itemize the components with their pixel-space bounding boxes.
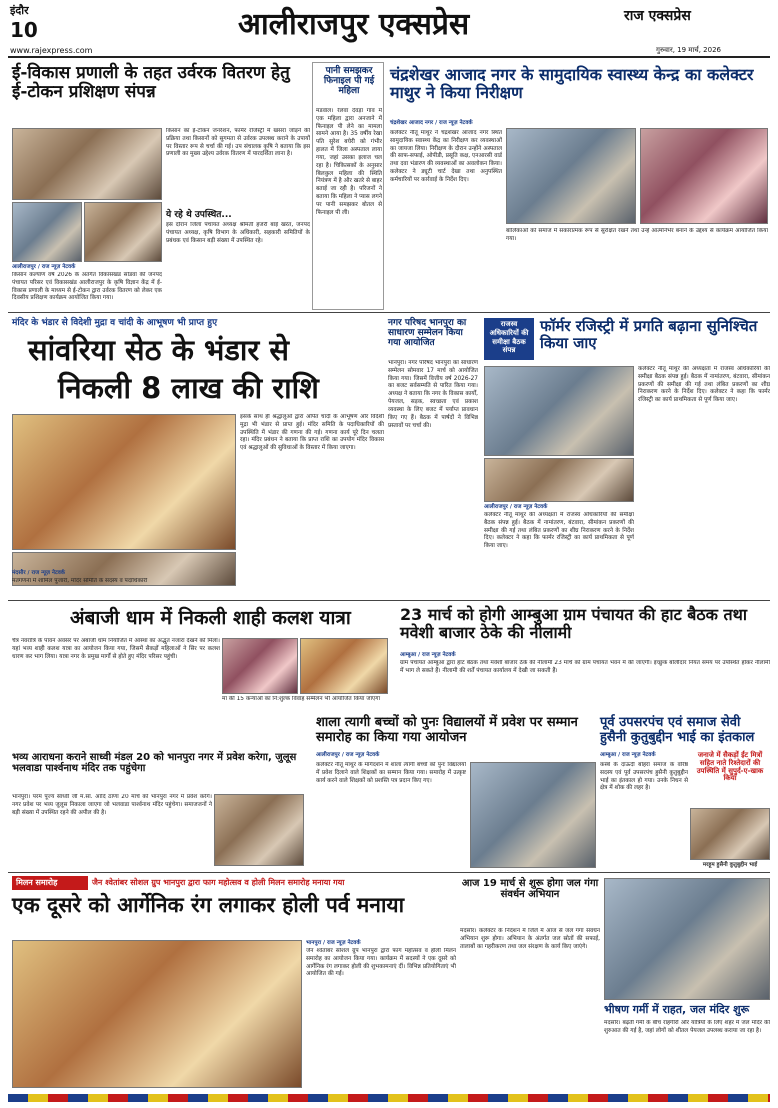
a10-headline: शाला त्यागी बच्चों को पुनः विद्यालयों में प्रवेश पर सम्मान समारोह का किया गया आयोजन — [316, 715, 578, 745]
brand-name: राज एक्सप्रेस — [624, 8, 691, 24]
a14-text: मंदसौर। बढ़ती गर्मी के बीच राहगीरों और यात्रियों के लिए शहर में जल मंदिर की शुरुआत की गई है, जहां लोगों को शीतल पेयजल उपलब्ध कराया जा रहा है। — [604, 1020, 770, 1034]
a9-text: भानपुरा। परम पूज्य साध्वी जी म.सा. आदि ठाणा 20 मार्च को भानपुरा नगर में प्रवेश करेंगे। नगर प्रवेश पर भव्य जुलूस निकाला जाएगा जो भलवाडा पार्श्वनाथ मंदिर पहुंचेगा। समाजजनों ने बड़ी संख्या में उपस्थित रहने की अपील की है। — [12, 794, 212, 816]
a1-headline: ई-विकास प्रणाली के तहत उर्वरक वितरण हेतु ई-टोकन प्रशिक्षण संपन्न — [12, 63, 290, 103]
a1-photo-2 — [12, 202, 82, 262]
page-number: 10 — [10, 18, 38, 42]
a4-headline-2: निकली 8 लाख की राशि — [58, 371, 319, 405]
a11-byline: आम्बुआ / राज न्यूज़ नेटवर्क — [600, 752, 656, 758]
a8-text: ग्राम पंचायत आम्बुआ द्वारा हाट बैठक तथा मवेशी बाजार ठेके की नीलामी 23 मार्च को ग्राम पंचायत भवन में की जाएगी। इच्छुक बोलीदार नियत समय पर उपस्थित होकर नीलामी में भाग ले सकते हैं। नीलामी की शर्तें पंचायत कार्यालय में देखी जा सकती हैं। — [400, 660, 770, 674]
a6-headline: फॉर्मर रजिस्ट्री में प्रगति बढ़ाना सुनिश्चित किया जाए — [540, 317, 758, 352]
a2-text: मंडवाल। रेलवा देवड़ा गांव में एक महिला द्वारा अनजाने में फिनाइल पी लेने का मामला सामने आया है। 35 वर्षीय रेखा पति सुरेश बघेरी को गंभीर हालत में जिला अस्पताल लाया गया, जहां उसका इलाज चल रहा है। चिकित्सकों के अनुसार बिलकुल महिला की स्थिति नियंत्रण में है और खतरे से बाहर बताई जा रही है। परिजनों ने बताया कि महिला ने प्यास लगने पर पानी समझकर बोतल से फिनाइल पी ली। — [316, 108, 382, 216]
a1-text-3: इस दौरान जिला पंचायत अध्यक्ष श्रीमती हजरी बाई खरत, जनपद पंचायत अध्यक्ष, कृषि विभाग के अधिकारी, सहकारी समितियों के प्रबंधक एवं किसान बड़ी संख्या में उपस्थित रहे। — [166, 222, 310, 244]
a11-text: कस्बे के दाऊदी बोहरा समाज के वरिष्ठ सदस्य एवं पूर्व उपसरपंच हुसैनी कुतुबुद्दीन भाई का इंतकाल हो गया। उनके निधन से क्षेत्र में शोक की लहर है। — [600, 762, 688, 792]
a3-photo-1 — [506, 128, 636, 224]
a3-byline: चंद्रशेखर आजाद नगर / राज न्यूज़ नेटवर्क — [390, 120, 473, 126]
a12-strap: जैन श्वेतांबर सोशल ग्रुप भानपुरा द्वारा फाग महोत्सव व होली मिलन समारोह मनाया गया — [92, 878, 345, 887]
a5-headline: नगर परिषद भानपुरा का साधारण सम्मेलन किया गया आयोजित — [388, 318, 467, 349]
a1-photo-3 — [84, 202, 162, 262]
a3-text: कलेक्टर नीतू माथुर ने चंद्रशेखर आजाद नगर स्थित सामुदायिक स्वास्थ्य केंद्र का निरीक्षण कर व्यवस्थाओं का जायजा लिया। निरीक्षण के दौरान उन्होंने अस्पताल की साफ-सफाई, ओपीडी, प्रसूति कक्ष, एनआरसी वार्ड तथा दवा भंडारण की व्यवस्थाओं का अवलोकन किया। कलेक्टर ने ड्यूटी चार्ट देखा तथा अनुपस्थित कर्मचारियों पर कार्रवाई के निर्देश दिए। — [390, 130, 502, 183]
a4-strap: मंदिर के भंडार से विदेशी मुद्रा व चांदी के आभूषण भी प्राप्त हुए — [12, 318, 218, 328]
a9-photo — [214, 794, 304, 866]
a3-headline: चंद्रशेखर आजाद नगर के सामुदायिक स्वास्थ्य केन्द्र का कलेक्टर माथुर ने किया निरीक्षण — [390, 65, 754, 102]
a4-headline-1: सांवरिया सेठ के भंडार से — [28, 333, 289, 367]
a12-tag: मिलन समारोह — [12, 876, 88, 890]
a8-byline: आम्बुआ / राज न्यूज़ नेटवर्क — [400, 652, 456, 658]
a4-text: इसके साथ ही श्रद्धालुओं द्वारा अर्पित चांदी के आभूषण और विदेशी मुद्रा भी भंडार से प्राप्त हुई। मंदिर समिति के पदाधिकारियों की उपस्थिति में भंडार की गणना की गई। गणना कार्य पूरे दिन चलता रहा। मंदिर प्रबंधन ने बताया कि प्राप्त राशि का उपयोग मंदिर विकास एवं श्रद्धालुओं की सुविधाओं के विस्तार में किया जाएगा। — [240, 414, 384, 452]
a7-photo-1 — [222, 638, 298, 694]
a11-headline: पूर्व उपसरपंच एवं समाज सेवी हुसैनी कुतुबुद्दीन भाई का इंतकाल — [600, 715, 755, 745]
a6-badge: राजस्व अधिकारियों की समीक्षा बैठक संपन्न — [484, 318, 534, 360]
masthead-title: आलीराजपुर एक्सप्रेस — [238, 7, 470, 42]
a11-caption: मरहूम हुसैनी कुतुबुद्दीन भाई — [702, 862, 758, 868]
a6-text: कलेक्टर नीतू माथुर की अध्यक्षता में राजस्व अधिकारियों की समीक्षा बैठक संपन्न हुई। बैठक में नामांतरण, बंटवारा, सीमांकन प्रकरणों की समीक्षा की गई तथा लंबित प्रकरणों का शीघ्र निराकरण करने के निर्देश दिए। कलेक्टर ने कहा कि फार्मर रजिस्ट्री का कार्य प्राथमिकता से पूर्ण किया जाए। — [484, 512, 634, 550]
a6-text-2: कलेक्टर नीतू माथुर की अध्यक्षता में राजस्व अधिकारियों की समीक्षा बैठक संपन्न हुई। बैठक में नामांतरण, बंटवारा, सीमांकन प्रकरणों की समीक्षा की गई तथा लंबित प्रकरणों का शीघ्र निराकरण करने के निर्देश दिए। कलेक्टर ने कहा कि फार्मर रजिस्ट्री का कार्य प्राथमिकता से पूर्ण किया जाए। — [638, 366, 770, 404]
a7-caption: मां की 15 कन्याओं का नि:शुल्क विवाह सम्मेलन भी आयोजित किया जाएगा — [222, 696, 381, 702]
a12-byline: भानपुरा / राज न्यूज़ नेटवर्क — [306, 940, 361, 946]
a10-byline: आलीराजपुर / राज न्यूज़ नेटवर्क — [316, 752, 380, 758]
a14-headline: भीषण गर्मी में राहत, जल मंदिर शुरू — [604, 1003, 750, 1016]
a12-photo — [12, 940, 302, 1088]
a4-photo-1 — [12, 414, 236, 550]
edition-city: इंदौर — [10, 4, 29, 17]
a14-photo — [604, 878, 770, 1000]
footer-color-strip — [8, 1094, 770, 1102]
a13-text: मंदसौर। कलेक्टर के निर्देशन में जिले में आज से जल गंगा संवर्धन अभियान शुरू होगा। अभियान के अंतर्गत जल स्रोतों की सफाई, तालाबों का गहरीकरण तथा जल संरक्षण के कार्य किए जाएंगे। — [460, 928, 600, 950]
a6-byline: आलीराजपुर / राज न्यूज़ नेटवर्क — [484, 504, 548, 510]
a1-text-1: किसान कल्याण वर्ष 2026 के अंतर्गत विकासखंड सोंडवा की जनपद पंचायत परिसर एवं विकासखंड आलीराजपुर के कृषि विज्ञान केंद्र में ई-विकास प्रणाली के माध्यम से ई-टोकन द्वारा उर्वरक वितरण को लेकर एक दिवसीय प्रशिक्षण कार्यक्रम आयोजित किया गया। — [12, 272, 162, 302]
a5-text: भानपुरा। नगर परिषद भानपुरा का साधारण सम्मेलन सोमवार 17 मार्च को आयोजित किया गया। जिसमें वित्तीय वर्ष 2026-27 का बजट सर्वसम्मति से पारित किया गया। अध्यक्ष ने बताया कि नगर के विकास कार्यों, पेयजल, सड़क, स्वच्छता एवं प्रकाश व्यवस्था के लिए बजट में पर्याप्त प्रावधान किए गए हैं। बैठक में पार्षदों ने विभिन्न प्रस्तावों पर चर्चा की। — [388, 360, 478, 429]
a1-photo — [12, 128, 162, 200]
a11-subhead: जनाजे में सैकड़ों ईंट मित्रों सहित नाते रिश्तेदारों की उपस्थिति में सुपुर्द-ए-खाक किया — [696, 751, 764, 783]
a2-headline: पानी समझकर फिनाइल पी गई महिला — [323, 66, 375, 97]
a4-caption: मतगणना में शामिल पुजारी, मंदिर समिति के सदस्य व पदाधिकारी — [12, 578, 148, 584]
a6-photo-1 — [484, 366, 634, 456]
website-link[interactable]: www.rajexpress.com — [10, 46, 93, 55]
a1-subhead: ये रहे थे उपस्थित... — [166, 210, 232, 220]
a3-photo-2 — [640, 128, 768, 224]
a7-text: चैत्र नवरात्रि के पावन अवसर पर अंबाजी धाम नियोजित में आस्था का अद्भुत नजारा देखने को मिला। यहां भव्य शाही कलश यात्रा का आयोजन किया गया, जिसमें सैकड़ों महिलाओं ने सिर पर कलश धारण कर भाग लिया। यात्रा नगर के प्रमुख मार्गों से होते हुए मंदिर परिसर पहुंची। — [12, 638, 220, 660]
a10-photo — [470, 762, 596, 868]
a7-photo-2 — [300, 638, 388, 694]
issue-date: गुरुवार, 19 मार्च, 2026 — [656, 46, 721, 54]
a1-text-2: किसान का ई-टोकन जनरेशन, फार्मर रजिस्ट्री में खसरा जोड़ने की प्रक्रिया तथा किसानों को सुगमता से उर्वरक उपलब्ध कराने के उपायों पर विस्तार रूप से चर्चा की गई। उप संचालक कृषि ने बताया कि इस प्रणाली का मुख्य उद्देश्य उर्वरक वितरण में पारदर्शिता लाना है। — [166, 128, 310, 158]
a12-text: जैन श्वेतांबर सोशल ग्रुप भानपुरा द्वारा फाग महोत्सव व होली मिलन समारोह का आयोजन किया गया। कार्यक्रम में सदस्यों ने एक दूसरे को आर्गेनिक रंग लगाकर होली की शुभकामनाएं दीं। विभिन्न प्रतियोगिताएं भी आयोजित की गईं। — [306, 948, 456, 978]
a6-photo-2 — [484, 458, 634, 502]
a8-headline: 23 मार्च को होगी आम्बुआ ग्राम पंचायत की हाट बैठक तथा मवेशी बाजार ठेके की नीलामी — [400, 605, 747, 642]
a4-byline: मंदसौर / राज न्यूज़ नेटवर्क — [12, 570, 66, 576]
a1-byline: आलीराजपुर / राज न्यूज़ नेटवर्क — [12, 264, 76, 270]
a11-photo — [690, 808, 770, 860]
a9-headline: भव्य आराधना कराने साध्वी मंडल 20 को भानपुरा नगर में प्रवेश करेगा, जुलूस भलवाडा पार्श्वनाथ मंदिर तक पहुंचेगा — [12, 752, 297, 775]
a13-headline: आज 19 मार्च से शुरू होगा जल गंगा संवर्धन अभियान — [461, 878, 599, 901]
a3-text-2: बालिकाओं को समाज में सकारात्मक रूप से सुरक्षित रखने तथा उन्हें आत्मनिर्भर बनाने के उद्देश्य से कार्यक्रम आयोजित किया गया। — [506, 228, 768, 242]
a7-headline: अंबाजी धाम में निकली शाही कलश यात्रा — [70, 607, 351, 629]
a10-text: कलेक्टर नीतू माथुर के मार्गदर्शन में शाला त्यागी बच्चों को पुनः विद्यालयों में प्रवेश दिलाने वाले शिक्षकों का सम्मान किया गया। समारोह में उत्कृष्ट कार्य करने वाले शिक्षकों को प्रशस्ति पत्र प्रदान किए गए। — [316, 762, 466, 784]
a12-headline: एक दूसरे को आर्गेनिक रंग लगाकर होली पर्व मनाया — [12, 893, 405, 917]
